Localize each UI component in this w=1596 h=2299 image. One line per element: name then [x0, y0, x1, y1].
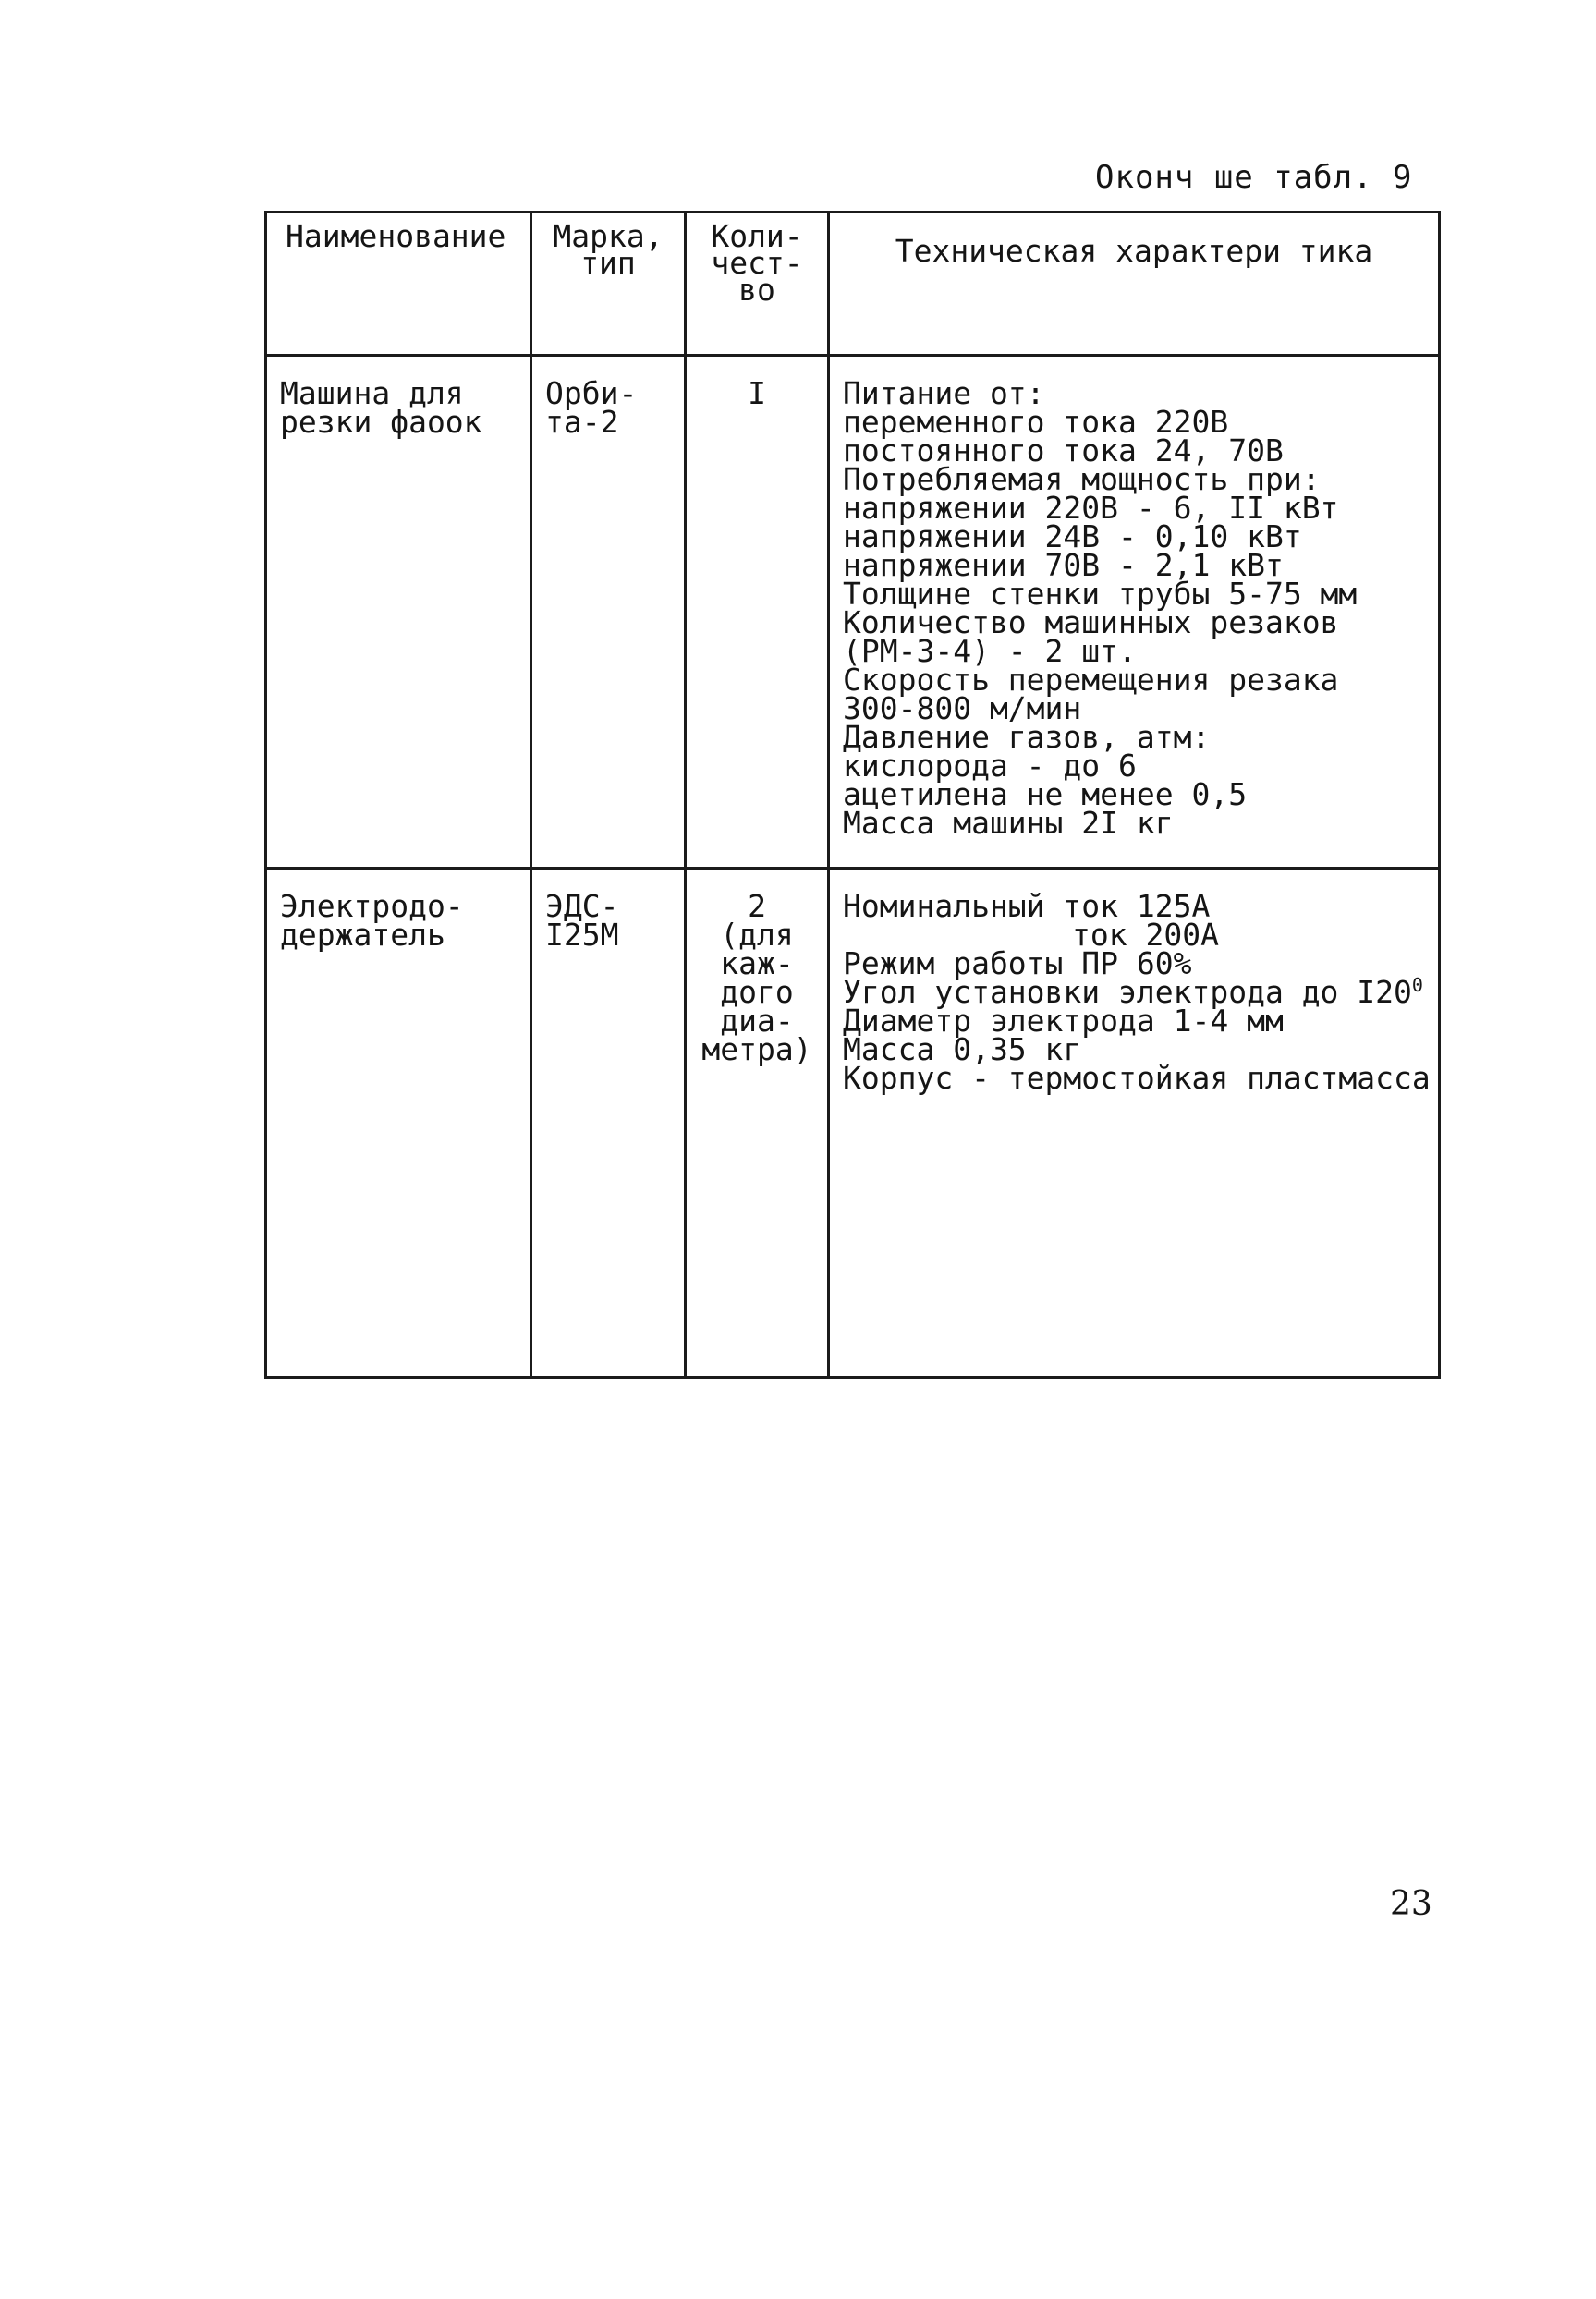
text-line: ацетилена не менее 0,5 [843, 776, 1248, 812]
text-line: постоянного тока 24, 70В [843, 432, 1284, 468]
text-line: метра) [701, 1031, 812, 1067]
spec-line: Корпус - термостойкая пластмасса [843, 1060, 1431, 1096]
cell-quantity [686, 869, 829, 1378]
degree-superscript: 0 [1411, 974, 1423, 996]
text-line: Количество машинных резаков [843, 604, 1339, 640]
header-brand [531, 213, 686, 356]
text-line: держатель [280, 917, 445, 953]
equipment-table [264, 211, 1441, 1379]
text-line: кислорода - до 6 [843, 748, 1137, 784]
table-row [266, 356, 1440, 869]
text-line: напряжении 24В - 0,10 кВт [843, 518, 1302, 554]
cell-brand [531, 356, 686, 869]
text-line: I25М [545, 917, 619, 953]
text-line: (для [720, 917, 794, 953]
header-name [266, 213, 531, 356]
text-line: 2 [748, 888, 766, 924]
text-line: Коли- [711, 218, 803, 254]
text-line: 300-800 м/мин [843, 690, 1082, 726]
text-line: дого [720, 974, 794, 1010]
text-line: напряжении 220В - 6, II кВт [843, 490, 1339, 526]
text-line: Техническая характери тика [895, 233, 1373, 269]
spec-line: Масса 0,35 кг [843, 1031, 1082, 1067]
spec-line: ток 200А [1072, 917, 1219, 953]
text-line: I [748, 375, 766, 411]
text-line: Орби- [545, 375, 638, 411]
cell-name [266, 356, 531, 869]
text-line: Толщине стенки трубы 5-75 мм [843, 576, 1358, 612]
cell-quantity [686, 356, 829, 869]
table-header-row [266, 213, 1440, 356]
text-line: Наименование [286, 218, 506, 254]
text-line: ЭДС- [545, 888, 619, 924]
header-quantity [686, 213, 829, 356]
cell-spec [829, 869, 1440, 1378]
text-line: (РМ-3-4) - 2 шт. [843, 633, 1137, 669]
table-continuation-caption: Оконч ше табл. 9 [1095, 159, 1413, 196]
text-line: резки фаоок [280, 404, 482, 440]
text-line: Машина для [280, 375, 464, 411]
cell-spec [829, 356, 1440, 869]
text-line: каж- [720, 945, 794, 981]
cell-name [266, 869, 531, 1378]
text-line: во [738, 272, 775, 308]
text-line: чест- [711, 245, 803, 281]
spec-line: Номинальный ток 125А [843, 888, 1211, 924]
text-line: переменного тока 220В [843, 404, 1229, 440]
text-line: Давление газов, атм: [843, 719, 1211, 755]
text-line: та-2 [545, 404, 619, 440]
table-row [266, 869, 1440, 1378]
spec-line-text: Угол установки электрода до I20 [843, 974, 1412, 1010]
text-line: тип [580, 245, 636, 281]
text-line: Скорость перемещения резака [843, 662, 1339, 698]
text-line: Масса машины 2I кг [843, 805, 1174, 841]
text-line: Электродо- [280, 888, 464, 924]
cell-brand [531, 869, 686, 1378]
text-line: Питание от: [843, 375, 1045, 411]
text-line: Марка, [553, 218, 664, 254]
text-line: диа- [720, 1003, 794, 1039]
spec-line: Диаметр электрода 1-4 мм [843, 1003, 1284, 1039]
spec-line: Режим работы ПР 60% [843, 945, 1192, 981]
text-line: напряжении 70В - 2,1 кВт [843, 547, 1284, 583]
page-number: 23 [1390, 1885, 1432, 1923]
text-line: Потребляемая мощность при: [843, 461, 1321, 497]
header-spec [829, 213, 1440, 356]
